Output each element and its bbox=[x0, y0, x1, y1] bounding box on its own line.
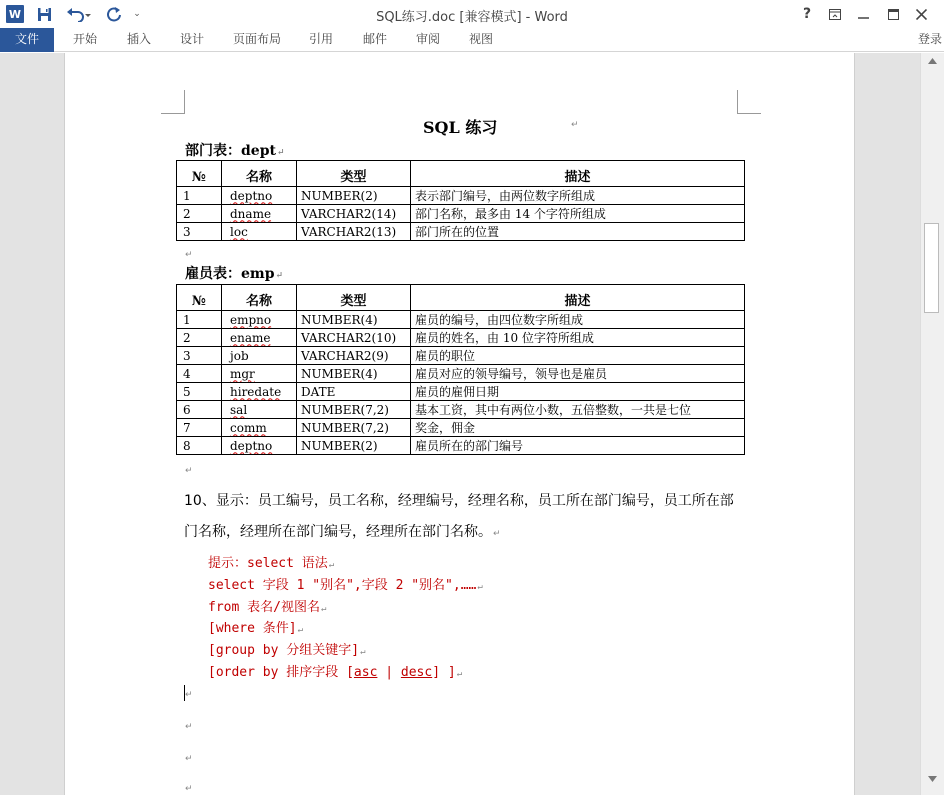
cell-no: 3 bbox=[177, 347, 222, 365]
field-name: sal bbox=[230, 402, 248, 417]
hint-text: [group by 分组关键字] bbox=[208, 643, 360, 659]
dept-table-title bbox=[185, 140, 285, 160]
scroll-up-button[interactable] bbox=[924, 57, 940, 71]
paragraph-mark: ↵ bbox=[328, 560, 335, 570]
field-name: comm bbox=[230, 420, 267, 435]
table-row bbox=[177, 365, 745, 383]
hint-sep: | bbox=[377, 664, 401, 680]
hint-line bbox=[208, 619, 483, 641]
dept-title-text: 部门表：dept bbox=[185, 143, 276, 159]
document-page[interactable] bbox=[64, 53, 855, 795]
header-name: 名称 bbox=[222, 161, 297, 187]
field-name: deptno bbox=[230, 438, 273, 453]
tab-review[interactable]: 审阅 bbox=[415, 32, 440, 46]
cell-type: NUMBER(7,2) bbox=[297, 419, 411, 437]
cell-name bbox=[222, 419, 297, 437]
table-row bbox=[177, 329, 745, 347]
hint-text: select 字段 1 "别名",字段 2 "别名",…… bbox=[208, 577, 477, 593]
cell-name bbox=[222, 401, 297, 419]
cell-no: 2 bbox=[177, 329, 222, 347]
hint-text: 提示：select 语法 bbox=[208, 556, 328, 571]
hint-asc: asc bbox=[353, 664, 378, 680]
cell-no: 1 bbox=[177, 311, 222, 329]
cell-type: VARCHAR2(10) bbox=[297, 329, 411, 347]
emp-table bbox=[176, 284, 745, 455]
table-row bbox=[177, 383, 745, 401]
paragraph-mark: ↵ bbox=[320, 603, 327, 614]
ribbon-display-options-button[interactable] bbox=[822, 4, 848, 24]
tab-home[interactable]: 开始 bbox=[72, 32, 97, 46]
emp-title-text: 雇员表：emp bbox=[185, 266, 275, 282]
paragraph-mark: ↵ bbox=[185, 722, 193, 732]
paragraph-mark: ↵ bbox=[185, 466, 193, 476]
ribbon-tabs bbox=[0, 28, 944, 52]
table-row bbox=[177, 311, 745, 329]
cell-no: 5 bbox=[177, 383, 222, 401]
cell-type: NUMBER(4) bbox=[297, 365, 411, 383]
customize-toolbar-button[interactable]: ⌄ bbox=[133, 9, 141, 19]
tab-references[interactable]: 引用 bbox=[308, 32, 333, 46]
close-button[interactable] bbox=[908, 4, 934, 24]
maximize-icon bbox=[888, 9, 899, 20]
cell-type: NUMBER(2) bbox=[297, 437, 411, 455]
cell-desc: 部门所在的位置 bbox=[411, 223, 745, 241]
table-row bbox=[177, 187, 745, 205]
header-desc: 描述 bbox=[411, 285, 745, 311]
cell-desc: 雇员的雇佣日期 bbox=[411, 383, 745, 401]
scroll-thumb[interactable] bbox=[924, 223, 939, 313]
cell-name bbox=[222, 205, 297, 223]
hint-block bbox=[208, 554, 483, 685]
cell-desc: 部门名称，最多由 14 个字符所组成 bbox=[411, 205, 745, 223]
table-header-row bbox=[177, 161, 745, 187]
paragraph-mark: ↵ bbox=[297, 625, 304, 636]
header-type: 类型 bbox=[297, 161, 411, 187]
sign-in-link[interactable]: 登录 bbox=[917, 32, 942, 46]
cell-name bbox=[222, 329, 297, 347]
paragraph-mark: ↵ bbox=[275, 271, 284, 281]
cell-name bbox=[222, 311, 297, 329]
redo-button[interactable] bbox=[104, 4, 124, 24]
ribbon-display-icon bbox=[829, 9, 841, 20]
minimize-icon bbox=[858, 9, 869, 20]
cell-desc: 表示部门编号，由两位数字所组成 bbox=[411, 187, 745, 205]
cell-desc: 雇员对应的领导编号，领导也是雇员 bbox=[411, 365, 745, 383]
cell-type: NUMBER(4) bbox=[297, 311, 411, 329]
cell-name bbox=[222, 187, 297, 205]
tab-file[interactable]: 文件 bbox=[0, 28, 54, 52]
crop-mark-top-right bbox=[737, 90, 761, 114]
cell-no: 2 bbox=[177, 205, 222, 223]
cell-no: 3 bbox=[177, 223, 222, 241]
table-row bbox=[177, 205, 745, 223]
hint-line bbox=[208, 641, 483, 663]
tab-page-layout[interactable]: 页面布局 bbox=[232, 32, 281, 46]
help-button[interactable] bbox=[794, 4, 820, 24]
field-name: deptno bbox=[230, 188, 273, 203]
question-text: 10、显示：员工编号，员工名称，经理编号，经理名称，员工所在部门编号，员工所在部门名称，经理所在部门编号，经理所在部门名称。 bbox=[184, 493, 734, 540]
cell-no: 7 bbox=[177, 419, 222, 437]
paragraph-mark: ↵ bbox=[185, 250, 193, 260]
chevron-down-icon bbox=[928, 776, 937, 782]
hint-text: [order by 排序字段 [ bbox=[208, 664, 354, 680]
hint-line bbox=[208, 554, 483, 576]
hint-text: ] ] bbox=[432, 664, 456, 680]
paragraph-mark: ↵ bbox=[477, 581, 483, 592]
cell-no: 6 bbox=[177, 401, 222, 419]
save-icon bbox=[37, 7, 52, 22]
paragraph-mark: ↵ bbox=[185, 690, 193, 700]
paragraph-mark: ↵ bbox=[185, 754, 193, 764]
field-name: ename bbox=[230, 330, 271, 345]
cell-name bbox=[222, 365, 297, 383]
field-name: mgr bbox=[230, 366, 255, 381]
cell-desc: 雇员的编号，由四位数字所组成 bbox=[411, 311, 745, 329]
table-header-row bbox=[177, 285, 745, 311]
minimize-button[interactable] bbox=[850, 4, 876, 24]
document-workspace bbox=[0, 53, 920, 795]
undo-button[interactable] bbox=[64, 4, 94, 24]
field-name: dname bbox=[230, 206, 272, 221]
save-button[interactable] bbox=[34, 4, 54, 24]
crop-mark-top-left bbox=[161, 90, 185, 114]
cell-name bbox=[222, 223, 297, 241]
vertical-scrollbar[interactable] bbox=[920, 53, 944, 795]
hint-line bbox=[208, 663, 483, 685]
field-name: hiredate bbox=[230, 384, 282, 399]
cell-name bbox=[222, 437, 297, 455]
cell-no: 4 bbox=[177, 365, 222, 383]
paragraph-mark: ↵ bbox=[360, 647, 366, 658]
header-desc: 描述 bbox=[411, 161, 745, 187]
cell-desc: 基本工资，其中有两位小数，五倍整数，一共是七位 bbox=[411, 401, 745, 419]
hint-line bbox=[208, 598, 483, 620]
cell-no: 1 bbox=[177, 187, 222, 205]
field-name: job bbox=[230, 348, 249, 363]
emp-table-title bbox=[185, 263, 283, 283]
tab-view[interactable]: 视图 bbox=[468, 32, 493, 46]
hint-text: [where 条件] bbox=[208, 621, 297, 637]
cell-desc: 雇员所在的部门编号 bbox=[411, 437, 745, 455]
cell-type: DATE bbox=[297, 383, 411, 401]
table-row bbox=[177, 223, 745, 241]
document-title: SQL 练习 bbox=[423, 118, 498, 137]
header-no: № bbox=[177, 285, 222, 311]
cell-name bbox=[222, 383, 297, 401]
hint-desc: desc bbox=[400, 664, 433, 680]
tab-insert[interactable]: 插入 bbox=[126, 32, 151, 46]
field-name: empno bbox=[230, 312, 272, 327]
help-icon: ? bbox=[802, 6, 812, 22]
close-icon bbox=[916, 9, 927, 20]
cell-desc: 雇员的职位 bbox=[411, 347, 745, 365]
title-bar bbox=[0, 0, 944, 28]
hint-text: from 表名/视图名 bbox=[208, 599, 320, 615]
undo-icon bbox=[66, 6, 92, 22]
cell-desc: 奖金，佣金 bbox=[411, 419, 745, 437]
scroll-down-button[interactable] bbox=[924, 775, 940, 789]
table-row bbox=[177, 419, 745, 437]
header-type: 类型 bbox=[297, 285, 411, 311]
paragraph-mark: ↵ bbox=[456, 668, 463, 679]
tab-design[interactable]: 设计 bbox=[179, 32, 204, 46]
header-name: 名称 bbox=[222, 285, 297, 311]
cell-type: NUMBER(7,2) bbox=[297, 401, 411, 419]
cell-type: VARCHAR2(14) bbox=[297, 205, 411, 223]
dept-table bbox=[176, 160, 745, 241]
table-row bbox=[177, 437, 745, 455]
field-name: loc bbox=[230, 224, 248, 239]
cell-no: 8 bbox=[177, 437, 222, 455]
cell-desc: 雇员的姓名，由 10 位字符所组成 bbox=[411, 329, 745, 347]
cell-name bbox=[222, 347, 297, 365]
word-logo-icon[interactable]: W bbox=[6, 5, 24, 23]
table-row bbox=[177, 401, 745, 419]
cell-type: NUMBER(2) bbox=[297, 187, 411, 205]
cell-type: VARCHAR2(9) bbox=[297, 347, 411, 365]
paragraph-mark: ↵ bbox=[276, 148, 285, 158]
table-row bbox=[177, 347, 745, 365]
paragraph-mark: ↵ bbox=[571, 120, 579, 130]
redo-icon bbox=[106, 6, 122, 22]
paragraph-mark: ↵ bbox=[493, 529, 501, 539]
tab-mailings[interactable]: 邮件 bbox=[362, 32, 387, 46]
maximize-button[interactable] bbox=[880, 4, 906, 24]
question-paragraph bbox=[184, 486, 744, 550]
header-no: № bbox=[177, 161, 222, 187]
chevron-up-icon bbox=[928, 58, 937, 64]
window-title: SQL练习.doc [兼容模式] - Word bbox=[376, 10, 568, 25]
hint-line bbox=[208, 576, 483, 598]
cell-type: VARCHAR2(13) bbox=[297, 223, 411, 241]
paragraph-mark: ↵ bbox=[185, 784, 193, 794]
